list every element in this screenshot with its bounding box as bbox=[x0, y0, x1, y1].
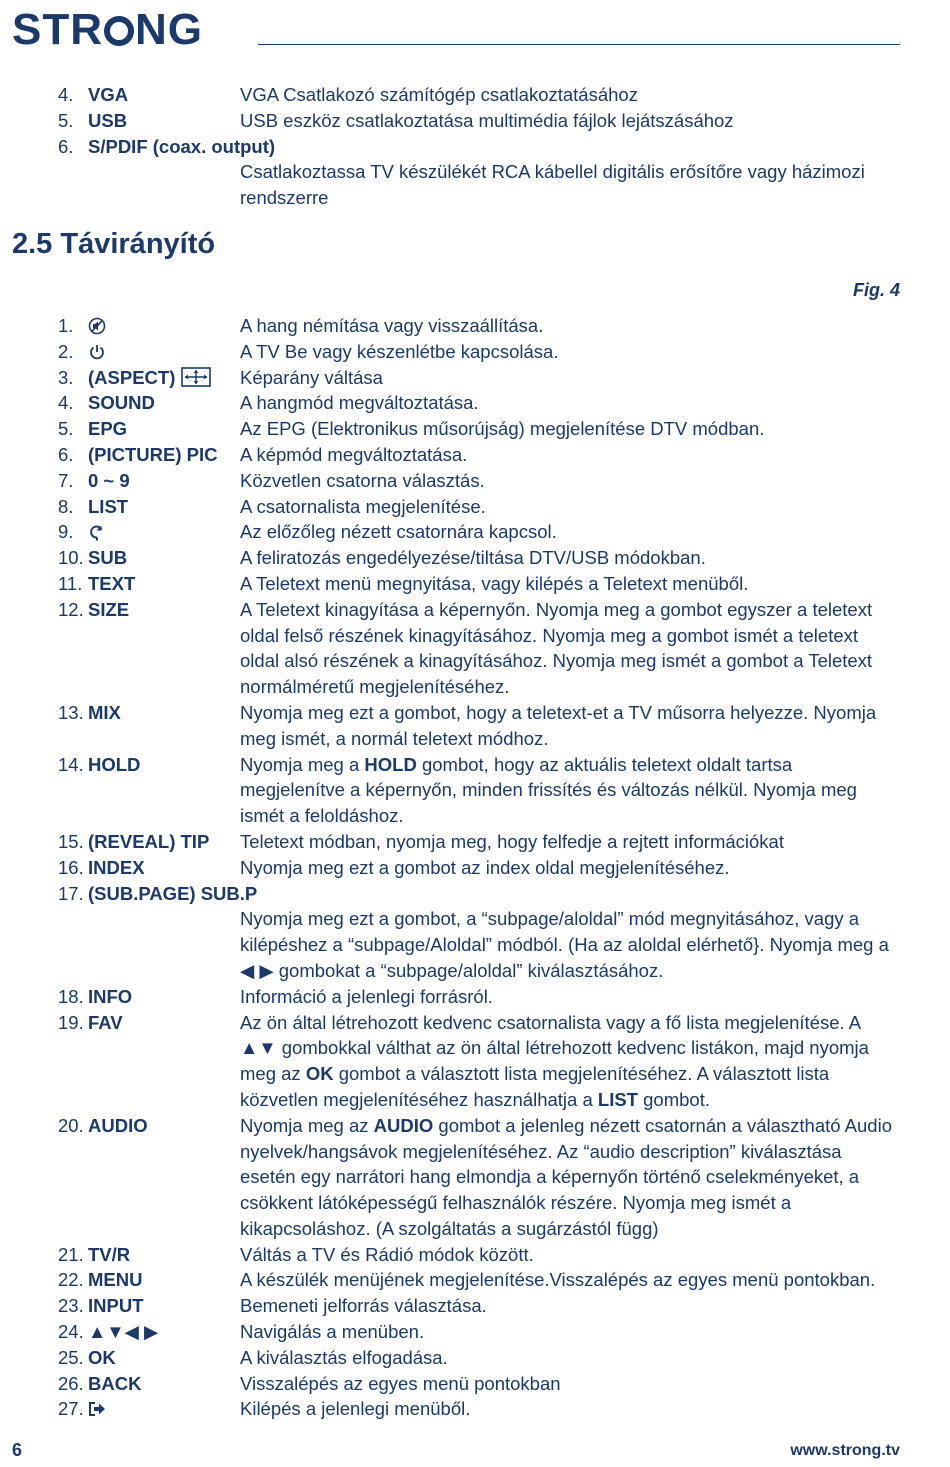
item-key: TEXT bbox=[88, 572, 136, 594]
aspect-icon bbox=[181, 367, 211, 387]
section-title: 2.5 Távirányító bbox=[12, 228, 216, 260]
item-description: Csatlakoztassa TV készülékét RCA kábellel digitális erősítőre vagy házimozi rendszerre bbox=[240, 161, 865, 209]
list-item: 27. Kilépés a jelenlegi menüből. bbox=[0, 1396, 950, 1422]
list-item: 13. MIX Nyomja meg ezt a gombot, hogy a teletext-et a TV műsorra helyezze. Nyomja meg ismét, a normál teletext módhoz. bbox=[0, 700, 950, 752]
item-key: INFO bbox=[88, 985, 133, 1007]
list-item: 14. HOLD Nyomja meg a HOLD gombot, hogy az aktuális teletext oldalt tartsa megjelenítve a képernyőn, minden frissítés és változás nélkül. Nyomja meg ismét a feloldáshoz. bbox=[0, 752, 950, 829]
header-rule bbox=[258, 44, 900, 45]
item-key: (REVEAL) TIP bbox=[88, 830, 210, 852]
item-description: A képmód megváltoztatása. bbox=[240, 443, 468, 465]
list-item: 15. (REVEAL) TIP Teletext módban, nyomja meg, hogy felfedje a rejtett információkat bbox=[0, 829, 950, 855]
item-description: Váltás a TV és Rádió módok között. bbox=[240, 1243, 534, 1265]
item-key: ▲▼◀ ▶ bbox=[88, 1321, 159, 1343]
item-description: Bemeneti jelforrás választása. bbox=[240, 1295, 487, 1317]
list-item: 26. BACK Visszalépés az egyes menü pontokban bbox=[0, 1371, 950, 1397]
list-item: 3. (ASPECT) Képarány váltása bbox=[0, 365, 950, 391]
item-description: Nyomja meg az AUDIO gombot a jelenleg nézett csatornán a választható Audio nyelvek/hangsávok megjelenítéséhez. Az “audio description” kiválasztása esetén egy narrátori hang elmondja a képernyőn történő cselekményeket, a csökkent látóképességű felhasználók részére. Nyomja meg ismét a kikapcsoláshoz. (A szolgáltatás a sugárzástól függ) bbox=[240, 1114, 892, 1239]
item-description: Nyomja meg ezt a gombot, a “subpage/aloldal” mód megnyitásához, vagy a kilépéshez a “subpage/Aloldal” módból. (Ha az aloldal elérhető}. Nyomja meg a ◀ ▶ gombokat a “subpage/aloldal” kiválasztásához. bbox=[240, 908, 889, 981]
item-description: Képarány váltása bbox=[240, 366, 383, 388]
list-item: 18. INFO Információ a jelenlegi forrásról. bbox=[0, 984, 950, 1010]
item-key: SOUND bbox=[88, 392, 155, 414]
list-item-continuation bbox=[0, 906, 950, 983]
item-description: Információ a jelenlegi forrásról. bbox=[240, 985, 493, 1007]
connector-list bbox=[0, 82, 950, 211]
page-number: 6 bbox=[12, 1440, 23, 1460]
item-number: 4. bbox=[58, 84, 74, 105]
item-key: MIX bbox=[88, 701, 121, 723]
list-item: 5. EPG Az EPG (Elektronikus műsorújság) megjelenítése DTV módban. bbox=[0, 416, 950, 442]
mute-icon bbox=[88, 317, 106, 335]
item-description: Kilépés a jelenlegi menüből. bbox=[240, 1398, 471, 1420]
item-key: (ASPECT) bbox=[88, 366, 176, 388]
item-description: A kiválasztás elfogadása. bbox=[240, 1346, 448, 1368]
item-description: Az ön által létrehozott kedvenc csatornalista vagy a fő lista megjelenítése. A ▲▼ gombokkal válthat az ön által létrehozott kedvenc listákon, majd nyomja meg az OK gombot a választott lista megjelenítéséhez. A választott lista közvetlen megjelenítéséhez használhatja a LIST gombot. bbox=[240, 1011, 869, 1110]
list-item: 19. FAV Az ön által létrehozott kedvenc csatornalista vagy a fő lista megjelenítése. A ▲▼ gombokkal válthat az ön által létrehozott kedvenc listákon, majd nyomja meg az OK gombot a választott lista megjelenítéséhez. A választott lista közvetlen megjelenítéséhez használhatja a LIST gombot. bbox=[0, 1010, 950, 1113]
item-description: Az EPG (Elektronikus műsorújság) megjelenítése DTV módban. bbox=[240, 418, 765, 440]
item-number: 6. bbox=[58, 135, 74, 157]
item-description: A Teletext kinagyítása a képernyőn. Nyomja meg a gombot egyszer a teletext oldal felső részének kinagyításához. Nyomja meg a gombot ismét a teletext oldal alsó részének a kinagyításához. Nyomja meg ismét a gombot a Teletext normálméretű megjelenítéséhez. bbox=[240, 598, 873, 698]
item-key: MENU bbox=[88, 1269, 143, 1291]
list-item bbox=[0, 108, 950, 134]
list-item: 21. TV/R Váltás a TV és Rádió módok között. bbox=[0, 1242, 950, 1268]
item-description: Nyomja meg ezt a gombot az index oldal megjelenítéséhez. bbox=[240, 856, 730, 878]
item-key: INDEX bbox=[88, 856, 145, 878]
list-item: 12. SIZE A Teletext kinagyítása a képernyőn. Nyomja meg a gombot egyszer a teletext oldal felső részének kinagyításához. Nyomja meg a gombot ismét a teletext oldal alsó részének a kinagyításához. Nyomja meg ismét a gombot a Teletext normálméretű megjelenítéséhez. bbox=[0, 597, 950, 700]
item-key: SUB bbox=[88, 547, 128, 569]
item-description: Az előzőleg nézett csatornára kapcsol. bbox=[240, 521, 557, 543]
item-key: LIST bbox=[88, 495, 129, 517]
recall-icon bbox=[88, 523, 106, 541]
item-key: TV/R bbox=[88, 1243, 131, 1265]
item-key: OK bbox=[88, 1346, 116, 1368]
item-key: SIZE bbox=[88, 598, 130, 620]
logo-o-ring bbox=[104, 16, 134, 46]
list-item: 24. ▲▼◀ ▶ Navigálás a menüben. bbox=[0, 1319, 950, 1345]
item-number: 5. bbox=[58, 109, 74, 131]
item-description: Navigálás a menüben. bbox=[240, 1321, 425, 1343]
list-item: 10. SUB A feliratozás engedélyezése/tiltása DTV/USB módokban. bbox=[0, 545, 950, 571]
list-item: 6. (PICTURE) PIC A képmód megváltoztatása. bbox=[0, 442, 950, 468]
item-description: A készülék menüjének megjelenítése.Visszalépés az egyes menü pontokban. bbox=[240, 1269, 876, 1291]
item-description: A feliratozás engedélyezése/tiltása DTV/USB módokban. bbox=[240, 547, 706, 569]
item-description: A TV Be vagy készenlétbe kapcsolása. bbox=[240, 340, 559, 362]
item-description: VGA Csatlakozó számítógép csatlakoztatásához bbox=[240, 84, 638, 105]
exit-icon bbox=[88, 1400, 106, 1418]
item-key: EPG bbox=[88, 418, 128, 440]
list-item: 7. 0 ~ 9 Közvetlen csatorna választás. bbox=[0, 468, 950, 494]
item-key: AUDIO bbox=[88, 1114, 148, 1136]
item-description: A Teletext menü megnyitása, vagy kilépés a Teletext menüből. bbox=[240, 572, 749, 594]
item-description: A csatornalista megjelenítése. bbox=[240, 495, 486, 517]
item-key: BACK bbox=[88, 1372, 142, 1394]
item-description: A hang némítása vagy visszaállítása. bbox=[240, 315, 544, 336]
list-item bbox=[0, 82, 950, 108]
item-description: USB eszköz csatlakoztatása multimédia fájlok lejátszásához bbox=[240, 109, 734, 131]
list-item: 17. (SUB.PAGE) SUB.P bbox=[0, 881, 950, 907]
remote-button-list bbox=[0, 313, 950, 1422]
list-item: 2. A TV Be vagy készenlétbe kapcsolása. bbox=[0, 339, 950, 365]
list-item: 8. LIST A csatornalista megjelenítése. bbox=[0, 494, 950, 520]
power-icon bbox=[88, 343, 106, 361]
item-key: USB bbox=[88, 109, 128, 131]
item-key: S/PDIF (coax. output) bbox=[88, 135, 276, 157]
item-description: Visszalépés az egyes menü pontokban bbox=[240, 1372, 561, 1394]
list-item bbox=[0, 134, 950, 160]
list-item: 20. AUDIO Nyomja meg az AUDIO gombot a jelenleg nézett csatornán a választható Audio nyelvek/hangsávok megjelenítéséhez. Az “audio description” kiválasztása esetén egy narrátori hang elmondja a képernyőn történő cselekményeket, a csökkent látóképességű felhasználók részére. Nyomja meg ismét a kikapcsoláshoz. (A szolgáltatás a sugárzástól függ) bbox=[0, 1113, 950, 1242]
list-item: 1. A hang némítása vagy visszaállítása. bbox=[0, 313, 950, 339]
item-key: 0 ~ 9 bbox=[88, 469, 130, 491]
list-item: 25. OK A kiválasztás elfogadása. bbox=[0, 1345, 950, 1371]
item-key: VGA bbox=[88, 84, 129, 105]
item-key: HOLD bbox=[88, 753, 141, 775]
strong-logo: STR NG bbox=[12, 5, 203, 54]
list-item: 9. Az előzőleg nézett csatornára kapcsol. bbox=[0, 519, 950, 545]
item-description: Közvetlen csatorna választás. bbox=[240, 469, 485, 491]
list-item: 22. MENU A készülék menüjének megjelenítése.Visszalépés az egyes menü pontokban. bbox=[0, 1267, 950, 1293]
list-item: 23. INPUT Bemeneti jelforrás választása. bbox=[0, 1293, 950, 1319]
list-item: 4. SOUND A hangmód megváltoztatása. bbox=[0, 390, 950, 416]
item-description: Nyomja meg a HOLD gombot, hogy az aktuális teletext oldalt tartsa megjelenítve a képernyőn, minden frissítés és változás nélkül. Nyomja meg ismét a feloldáshoz. bbox=[240, 753, 857, 827]
item-key: (PICTURE) PIC bbox=[88, 443, 218, 465]
item-description: Teletext módban, nyomja meg, hogy felfedje a rejtett információkat bbox=[240, 830, 784, 852]
website-url: www.strong.tv bbox=[790, 1442, 900, 1459]
figure-label: Fig. 4 bbox=[852, 280, 900, 300]
item-key: (SUB.PAGE) SUB.P bbox=[88, 882, 258, 904]
list-item: 16. INDEX Nyomja meg ezt a gombot az index oldal megjelenítéséhez. bbox=[0, 855, 950, 881]
item-description: Nyomja meg ezt a gombot, hogy a teletext-et a TV műsorra helyezze. Nyomja meg ismét, a normál teletext módhoz. bbox=[240, 701, 877, 749]
item-description: A hangmód megváltoztatása. bbox=[240, 392, 479, 414]
list-item: 11. TEXT A Teletext menü megnyitása, vagy kilépés a Teletext menüből. bbox=[0, 571, 950, 597]
item-key: INPUT bbox=[88, 1295, 144, 1317]
list-item-continuation bbox=[0, 159, 950, 211]
item-key: FAV bbox=[88, 1011, 123, 1033]
